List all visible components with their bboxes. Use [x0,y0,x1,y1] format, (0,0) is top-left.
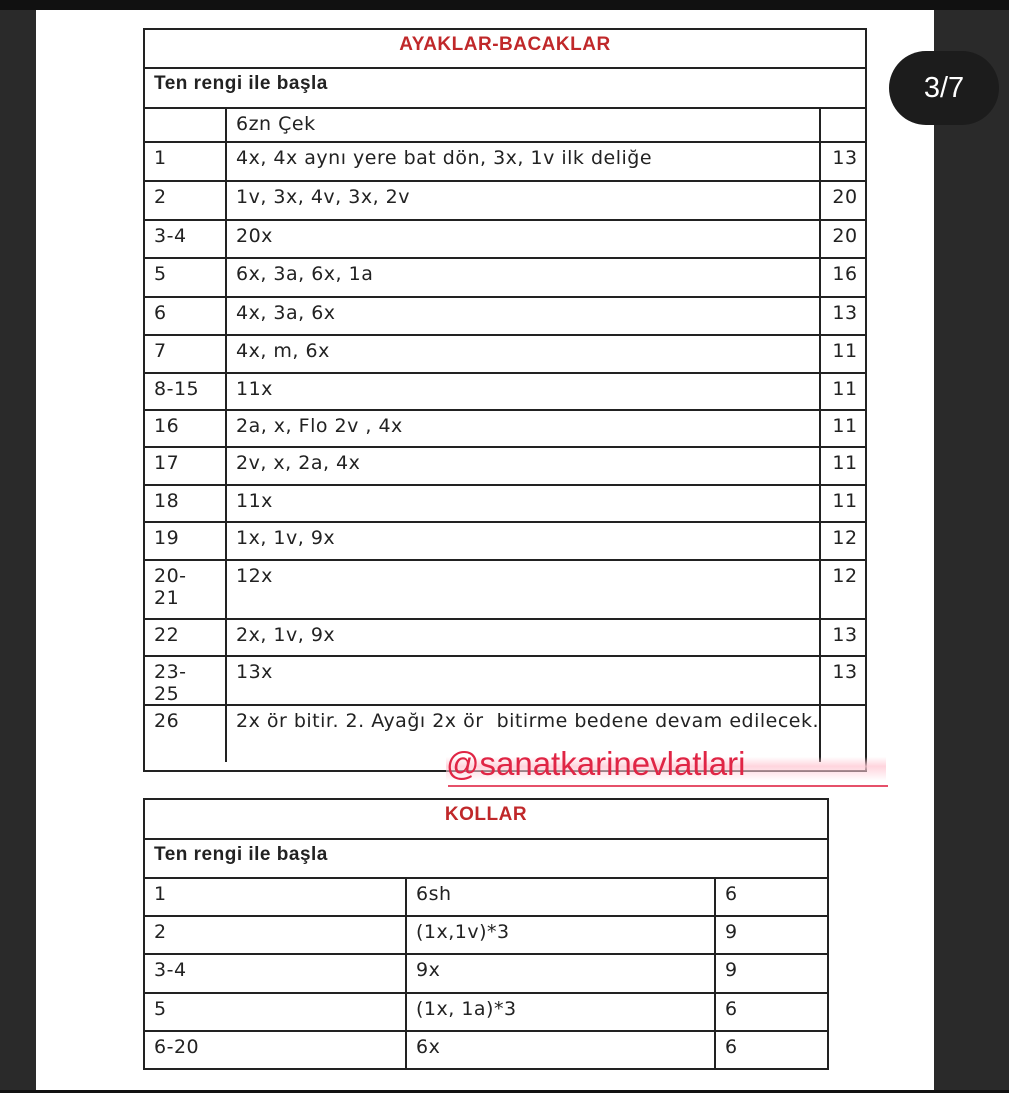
legs-row-count: 11 [821,411,865,448]
arms-row-instruction: 6sh [407,879,716,917]
legs-row-number: 17 [145,448,227,486]
legs-row-instruction: 12x [227,561,821,620]
legs-title: AYAKLAR-BACAKLAR [145,30,865,69]
legs-row-instruction: 20x [227,221,821,259]
legs-row-instruction: 11x [227,486,821,523]
legs-row-number: 22 [145,620,227,657]
legs-row-count: 20 [821,221,865,259]
arms-title: KOLLAR [145,800,827,840]
legs-row-count: 11 [821,486,865,523]
watermark-underline [448,785,888,787]
legs-row-instruction: 2a, x, Flo 2v , 4x [227,411,821,448]
arms-row-number: 3-4 [145,955,407,994]
legs-chain: 6zn Çek [227,109,821,143]
arms-row-number: 1 [145,879,407,917]
arms-row-instruction: 6x [407,1032,716,1068]
arms-row-number: 6-20 [145,1032,407,1068]
legs-row-number: 7 [145,336,227,374]
legs-row-count: 12 [821,561,865,620]
arms-row-count: 6 [716,879,827,917]
legs-row-count: 11 [821,448,865,486]
left-margin [0,10,36,1093]
arms-row-instruction: 9x [407,955,716,994]
watermark-handle: @sanatkarinevlatlari [446,740,886,788]
legs-row-count: 11 [821,336,865,374]
legs-row-number: 2 [145,182,227,221]
legs-chain-empty [145,109,227,143]
legs-row-count: 13 [821,657,865,706]
arms-row-instruction: (1x,1v)*3 [407,917,716,955]
arms-row-count: 9 [716,955,827,994]
legs-row-number: 5 [145,259,227,298]
legs-row-count: 20 [821,182,865,221]
legs-row-number: 23- 25 [145,657,227,706]
arms-row-number: 2 [145,917,407,955]
legs-row-count: 16 [821,259,865,298]
legs-chain-count [821,109,865,143]
legs-row-count: 13 [821,620,865,657]
legs-row-number: 20- 21 [145,561,227,620]
arms-row-count: 6 [725,1036,738,1058]
legs-row-instruction: 1v, 3x, 4v, 3x, 2v [227,182,821,221]
right-margin [934,10,1009,1093]
legs-row-instruction: 2x, 1v, 9x [227,620,821,657]
legs-row-instruction: 11x [227,374,821,411]
legs-row-number: 3-4 [145,221,227,259]
legs-row-number: 8-15 [145,374,227,411]
legs-pattern-table [143,28,867,772]
arms-row-instruction: (1x, 1a)*3 [407,994,716,1032]
arms-row-number: 5 [145,994,407,1032]
legs-row-count: 13 [821,298,865,336]
legs-row-instruction: 6x, 3a, 6x, 1a [227,259,821,298]
legs-row-count: 12 [821,523,865,561]
arms-row-count: 6 [716,994,827,1032]
legs-start-label: Ten rengi ile başla [145,69,865,109]
legs-row-instruction: 13x [227,657,821,706]
legs-row-instruction: 2x ör bitir. 2. Ayağı 2x ör bitirme bedene devam edilecek. [227,706,821,762]
legs-row-instruction: 4x, 3a, 6x [227,298,821,336]
legs-row-instruction: 1x, 1v, 9x [227,523,821,561]
legs-row-number: 26 [145,706,227,762]
legs-row-number: 19 [145,523,227,561]
arms-row-count: 9 [716,917,827,955]
legs-row-number: 1 [145,143,227,182]
legs-row-instruction: 4x, 4x aynı yere bat dön, 3x, 1v ilk deliğe [227,143,821,182]
legs-row-instruction: 4x, m, 6x [227,336,821,374]
legs-row-count: 13 [821,143,865,182]
legs-row-instruction: 2v, x, 2a, 4x [227,448,821,486]
legs-row-count: 11 [821,374,865,411]
arms-pattern-table [143,798,829,1070]
page-counter-badge: 3/7 [889,51,999,125]
legs-row-number: 18 [145,486,227,523]
legs-row-number: 6 [145,298,227,336]
legs-row-number: 16 [145,411,227,448]
top-bar [0,0,1009,10]
arms-start-label: Ten rengi ile başla [145,840,827,879]
